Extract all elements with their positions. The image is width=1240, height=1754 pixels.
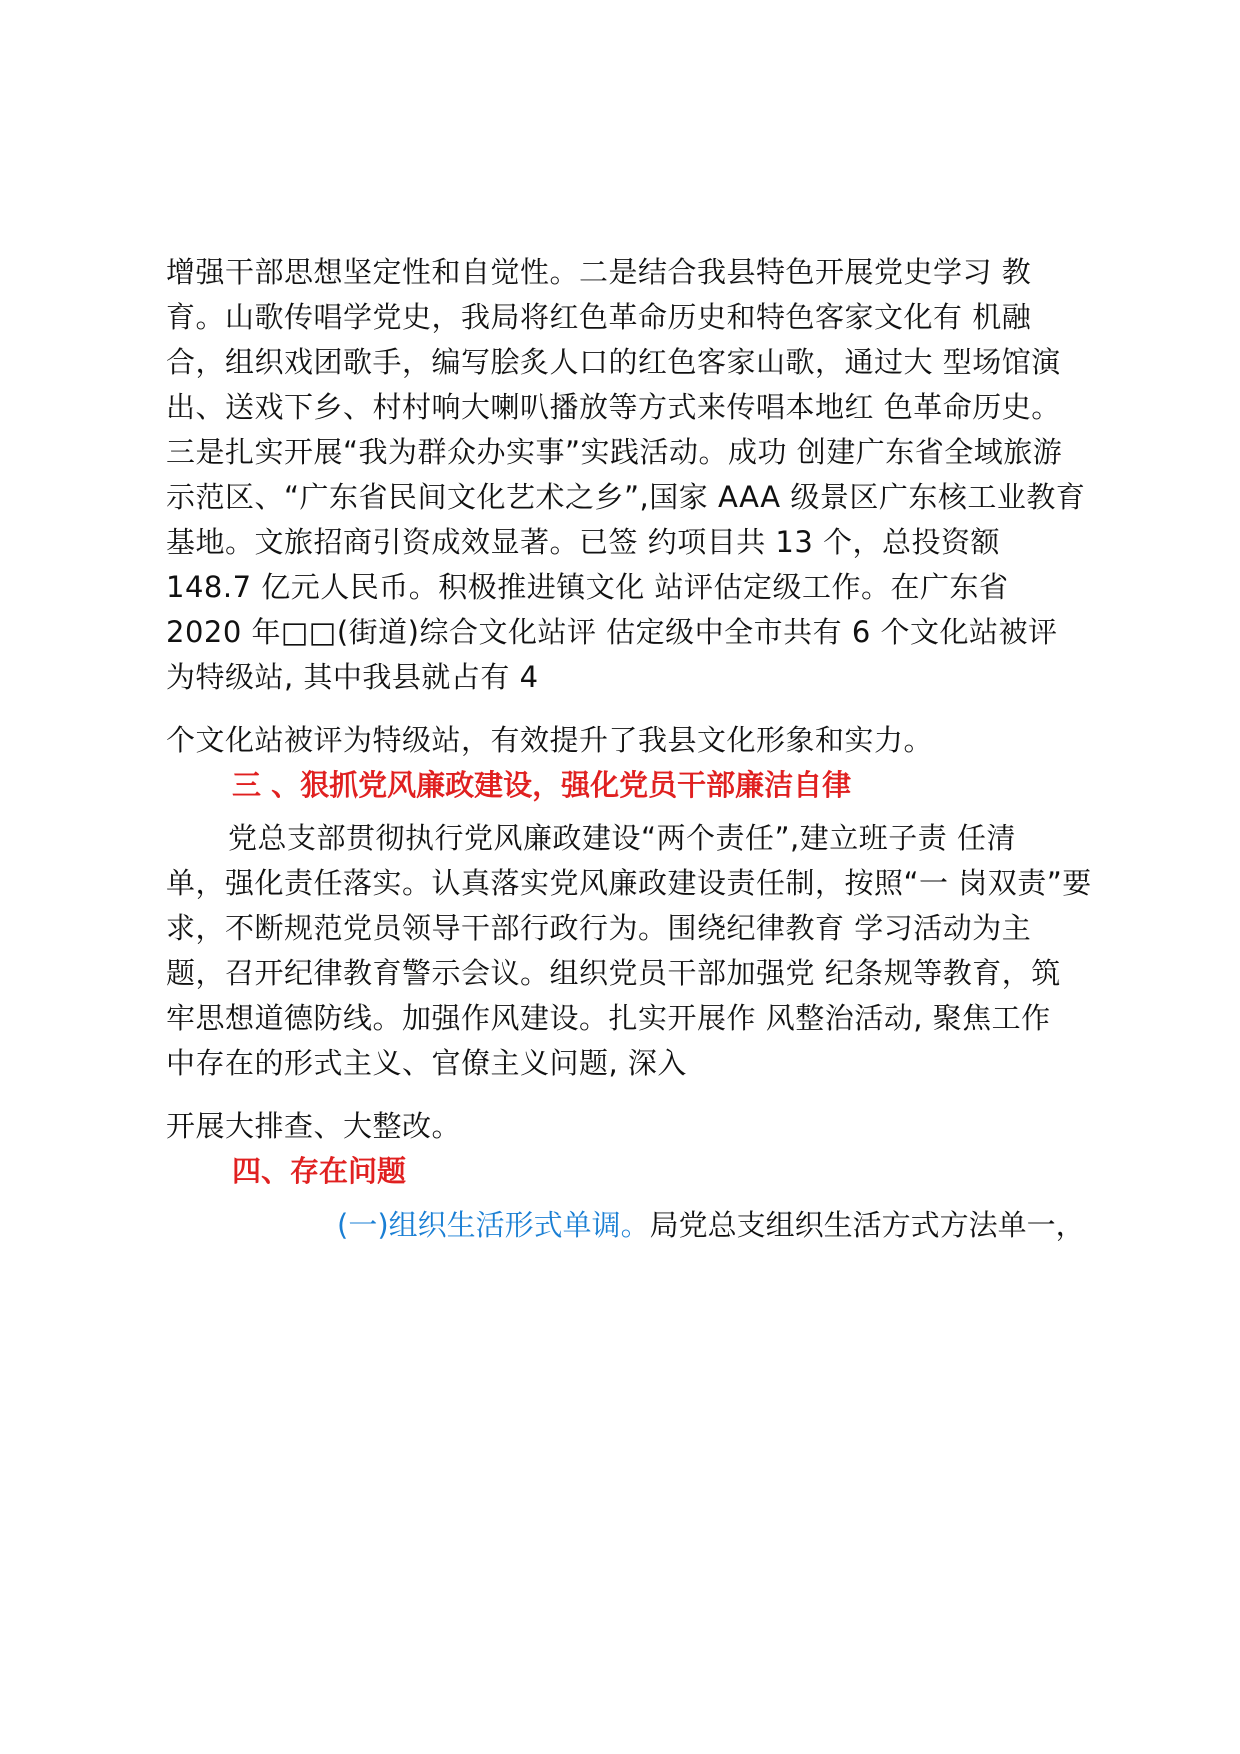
paragraph-text: 党总支部贯彻执行党风廉政建设“两个责任”,建立班子责 任清 [228, 821, 1016, 855]
issue-item [337, 1205, 1085, 1245]
paragraph-line: 2020 年□□(街道)综合文化站评 估定级中全市共有 6 个文化站被评 [166, 615, 1058, 649]
paragraph-line: 为特级站, 其中我县就占有 4 [166, 660, 539, 694]
paragraph-line: 合，组织戏团歌手，编写脍炙人口的红色客家山歌，通过大 型场馆演 [166, 345, 1061, 379]
paragraph-line: 示范区、“广东省民间文化艺术之乡”,国家 AAA 级景区广东核工业教育 [166, 480, 1086, 514]
paragraph-line: 育。山歌传唱学党史，我局将红色革命历史和特色客家文化有 机融 [166, 300, 1032, 334]
paragraph-line: 开展大排查、大整改。 [166, 1109, 462, 1143]
paragraph-line: 个文化站被评为特级站，有效提升了我县文化形象和实力。 [166, 723, 934, 757]
issue-label: (一)组织生活形式单调。 [337, 1208, 650, 1242]
paragraph-line: 增强干部思想坚定性和自觉性。二是结合我县特色开展党史学习 教 [166, 255, 1032, 289]
paragraph-line: 基地。文旅招商引资成效显著。已签 约项目共 13 个，总投资额 [166, 525, 1001, 559]
paragraph-line [166, 818, 1016, 858]
paragraph-line: 148.7 亿元人民币。积极推进镇文化 站评估定级工作。在广东省 [166, 570, 1009, 604]
paragraph-line: 三是扎实开展“我为群众办实事”实践活动。成功 创建广东省全域旅游 [166, 435, 1063, 469]
paragraph-line: 出、送戏下乡、村村响大喇叭播放等方式来传唱本地红 色革命历史。 [166, 390, 1061, 424]
paragraph-line: 单，强化责任落实。认真落实党风廉政建设责任制，按照“一 岗双责”要 [166, 866, 1092, 900]
paragraph-line: 求，不断规范党员领导干部行政行为。围绕纪律教育 学习活动为主 [166, 911, 1032, 945]
paragraph-line: 牢思想道德防线。加强作风建设。扎实开展作 风整治活动, 聚焦工作 [166, 1001, 1051, 1035]
issue-text: 局党总支组织生活方式方法单一， [649, 1208, 1085, 1242]
paragraph-line: 题，召开纪律教育警示会议。组织党员干部加强党 纪条规等教育，筑 [166, 956, 1061, 990]
section-heading-4: 四、存在问题 [232, 1154, 407, 1188]
paragraph-line: 中存在的形式主义、官僚主义问题, 深入 [166, 1046, 687, 1080]
section-heading-3: 三 、狠抓党风廉政建设，强化党员干部廉洁自律 [232, 768, 852, 802]
